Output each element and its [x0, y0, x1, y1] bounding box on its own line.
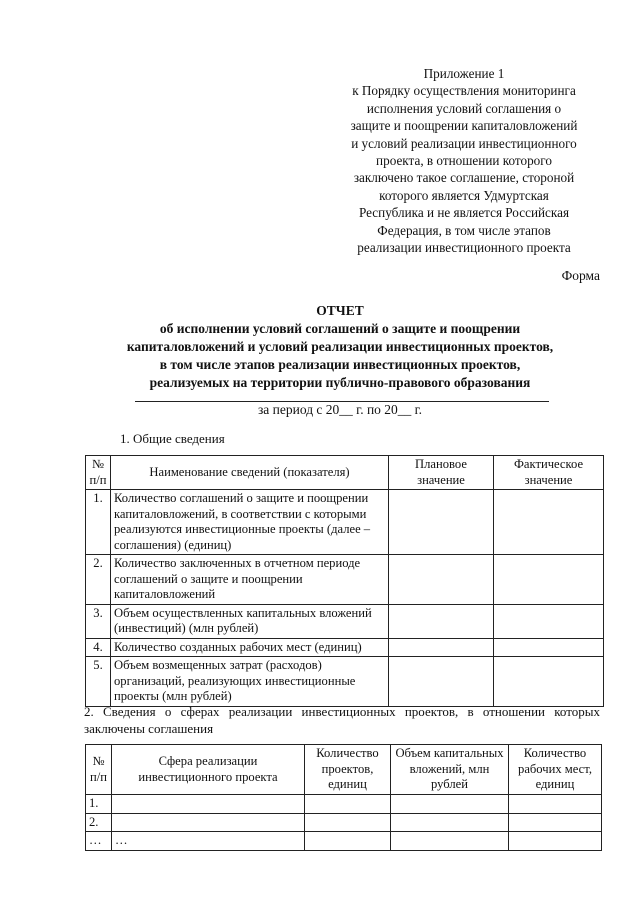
row-name: Количество заключенных в отчетном периоде соглашений о защите и поощрении капиталовложений: [111, 555, 389, 605]
table-header-row: [86, 745, 602, 795]
row-fact[interactable]: [494, 638, 604, 657]
header-fact: Фактическое значение: [494, 456, 604, 490]
row-num: 2.: [86, 813, 112, 832]
header-num: № п/п: [86, 456, 111, 490]
row-plan[interactable]: [389, 555, 494, 605]
row-num: 1.: [86, 795, 112, 814]
row-num: 5.: [86, 657, 111, 707]
report-title-line: реализуемых на территории публично-правового образования: [149, 375, 531, 390]
table-row: [86, 657, 604, 707]
header-name: Наименование сведений (показателя): [111, 456, 389, 490]
row-sphere[interactable]: [112, 795, 305, 814]
row-num: 3.: [86, 604, 111, 638]
row-investment[interactable]: [391, 813, 509, 832]
row-name: Количество созданных рабочих мест (единиц): [111, 638, 389, 657]
report-title-line: об исполнении условий соглашений о защите и поощрении: [159, 321, 521, 336]
header-num: № п/п: [86, 745, 112, 795]
row-projects[interactable]: [305, 813, 391, 832]
table-header-row: [86, 456, 604, 490]
row-num: 4.: [86, 638, 111, 657]
appendix-line: заключено такое соглашение, стороной: [353, 170, 575, 186]
form-label: Форма: [561, 268, 600, 283]
row-num: …: [86, 832, 112, 851]
section2-title: 2. Сведения о сферах реализации инвестиционных проектов, в отношении которых заключены соглашения: [84, 704, 600, 736]
row-fact[interactable]: [494, 490, 604, 555]
header-jobs: Количество рабочих мест, единиц: [509, 745, 602, 795]
row-projects[interactable]: [305, 832, 391, 851]
report-heading: ОТЧЕТ: [316, 303, 364, 318]
table-row: [86, 555, 604, 605]
table-row: [86, 638, 604, 657]
row-name: Объем осуществленных капитальных вложений (инвестиций) (млн рублей): [111, 604, 389, 638]
row-num: 1.: [86, 490, 111, 555]
appendix-line: реализации инвестиционного проекта: [357, 240, 571, 256]
row-plan[interactable]: [389, 657, 494, 707]
row-plan[interactable]: [389, 604, 494, 638]
row-fact[interactable]: [494, 555, 604, 605]
table-row: [86, 832, 602, 851]
appendix-line: Федерация, в том числе этапов: [377, 222, 551, 238]
row-jobs[interactable]: [509, 795, 602, 814]
report-title-line: капиталовложений и условий реализации инвестиционных проектов,: [126, 339, 554, 354]
report-title-line: в том числе этапов реализации инвестиционных проектов,: [159, 357, 521, 372]
report-title: [60, 302, 620, 392]
row-sphere[interactable]: …: [112, 832, 305, 851]
general-info-table: [85, 455, 604, 707]
table-row: [86, 490, 604, 555]
table-row: [86, 795, 602, 814]
row-num: 2.: [86, 555, 111, 605]
header-projects: Количество проектов, единиц: [305, 745, 391, 795]
appendix-line: защите и поощрении капиталовложений: [350, 118, 578, 134]
row-jobs[interactable]: [509, 832, 602, 851]
appendix-line: Республика и не является Российская: [358, 205, 570, 221]
appendix-line: проекта, в отношении которого: [376, 153, 552, 169]
row-projects[interactable]: [305, 795, 391, 814]
row-name: Объем возмещенных затрат (расходов) организаций, реализующих инвестиционные проекты (млн рублей): [111, 657, 389, 707]
row-plan[interactable]: [389, 638, 494, 657]
header-investment: Объем капитальных вложений, млн рублей: [391, 745, 509, 795]
row-fact[interactable]: [494, 657, 604, 707]
row-name: Количество соглашений о защите и поощрении капиталовложений, в соответствии с которыми реализуются инвестиционные проекты (далее – соглашения) (единиц): [111, 490, 389, 555]
appendix-line: и условий реализации инвестиционного: [351, 135, 577, 151]
report-period: за период с 20__ г. по 20__ г.: [257, 402, 423, 417]
section1-title: 1. Общие сведения: [120, 431, 225, 446]
appendix-line: Приложение 1: [423, 66, 505, 81]
row-sphere[interactable]: [112, 813, 305, 832]
appendix-block: [330, 65, 598, 256]
row-investment[interactable]: [391, 795, 509, 814]
row-jobs[interactable]: [509, 813, 602, 832]
appendix-line: к Порядку осуществления мониторинга: [352, 83, 576, 99]
header-plan: Плановое значение: [389, 456, 494, 490]
table-row: [86, 604, 604, 638]
appendix-line: исполнения условий соглашения о: [366, 100, 562, 116]
row-plan[interactable]: [389, 490, 494, 555]
spheres-table: [85, 744, 602, 851]
appendix-line: которого является Удмуртская: [379, 187, 549, 203]
header-sphere: Сфера реализации инвестиционного проекта: [112, 745, 305, 795]
table-row: [86, 813, 602, 832]
row-fact[interactable]: [494, 604, 604, 638]
row-investment[interactable]: [391, 832, 509, 851]
